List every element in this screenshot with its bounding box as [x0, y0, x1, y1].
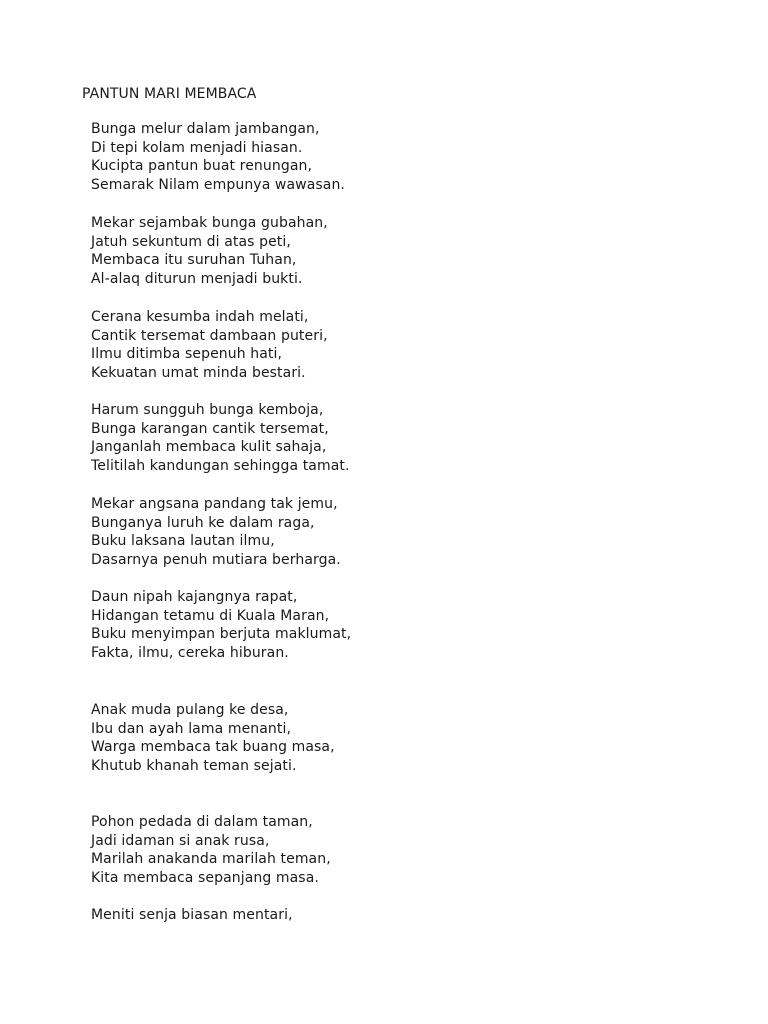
stanza-line: Anak muda pulang ke desa, — [91, 702, 289, 718]
stanza-line: Semarak Nilam empunya wawasan. — [91, 177, 345, 194]
document-title: PANTUN MARI MEMBACA — [82, 86, 257, 102]
stanza-line: Al-alaq diturun menjadi bukti. — [91, 271, 303, 288]
stanza-line: Pohon pedada di dalam taman, — [91, 814, 313, 830]
stanza-line: Telitilah kandungan sehingga tamat. — [91, 458, 350, 475]
stanza-line: Fakta, ilmu, cereka hiburan. — [91, 645, 289, 662]
stanza-line: Meniti senja biasan mentari, — [91, 907, 293, 923]
stanza-line: Jadi idaman si anak rusa, — [91, 832, 270, 849]
stanza-line: Khutub khanah teman sejati. — [91, 758, 297, 775]
stanza-6 — [91, 588, 351, 663]
stanza-line: Jatuh sekuntum di atas peti, — [91, 233, 291, 250]
stanza-5 — [91, 495, 341, 570]
stanza-line: Kita membaca sepanjang masa. — [91, 870, 319, 887]
stanza-line: Harum sungguh bunga kemboja, — [91, 402, 324, 418]
stanza-line: Warga membaca tak buang masa, — [91, 739, 335, 756]
stanza-line: Buku laksana lautan ilmu, — [91, 533, 275, 550]
stanza-line: Mekar sejambak bunga gubahan, — [91, 215, 328, 231]
stanza-line: Kucipta pantun buat renungan, — [91, 158, 313, 175]
stanza-line: Bunga karangan cantik tersemat, — [91, 420, 329, 437]
stanza-4 — [91, 401, 350, 476]
stanza-8 — [91, 813, 331, 888]
stanza-3 — [91, 308, 328, 383]
stanza-line: Bunga melur dalam jambangan, — [91, 121, 320, 137]
stanza-line: Membaca itu suruhan Tuhan, — [91, 252, 297, 269]
stanza-line: Hidangan tetamu di Kuala Maran, — [91, 607, 330, 624]
stanza-7 — [91, 701, 335, 776]
stanza-1 — [91, 120, 345, 195]
stanza-2 — [91, 214, 328, 289]
stanza-line: Mekar angsana pandang tak jemu, — [91, 496, 338, 512]
stanza-9 — [91, 906, 293, 925]
stanza-line: Ibu dan ayah lama menanti, — [91, 720, 292, 737]
stanza-line: Marilah anakanda marilah teman, — [91, 851, 331, 868]
stanza-line: Cantik tersemat dambaan puteri, — [91, 327, 328, 344]
stanza-line: Kekuatan umat minda bestari. — [91, 365, 306, 382]
stanza-line: Di tepi kolam menjadi hiasan. — [91, 139, 303, 156]
stanza-line: Dasarnya penuh mutiara berharga. — [91, 552, 341, 569]
stanza-line: Daun nipah kajangnya rapat, — [91, 589, 298, 605]
stanza-line: Ilmu ditimba sepenuh hati, — [91, 346, 283, 363]
stanza-line: Bunganya luruh ke dalam raga, — [91, 514, 315, 531]
stanza-line: Janganlah membaca kulit sahaja, — [91, 439, 327, 456]
stanza-line: Buku menyimpan berjuta maklumat, — [91, 626, 352, 643]
stanza-line: Cerana kesumba indah melati, — [91, 309, 309, 325]
